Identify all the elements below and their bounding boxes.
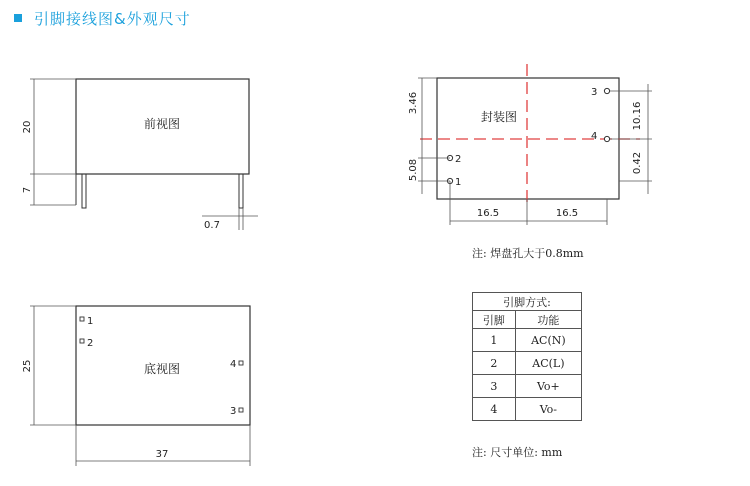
top-dim-left-lower: 5.08 — [408, 158, 419, 182]
pin-number: 4 — [473, 398, 516, 421]
pin-number: 3 — [473, 375, 516, 398]
top-view-label: 封装图 — [480, 110, 518, 124]
footprint-pin-3 — [604, 88, 609, 93]
footprint-pin-1-label: 1 — [455, 177, 462, 188]
top-dim-right-bottom: 0.42 — [632, 151, 643, 175]
bottom-dim-height: 25 — [22, 359, 33, 373]
pin-function: AC(L) — [515, 352, 581, 375]
front-dim-height: 20 — [22, 120, 33, 134]
unit-note: 注: 尺寸单位: mm — [472, 446, 563, 459]
pin-number: 1 — [473, 329, 516, 352]
bottom-pin-3-label: 3 — [230, 406, 237, 417]
table-row — [473, 329, 582, 352]
footprint-pin-2-label: 2 — [455, 154, 462, 165]
pin-number: 2 — [473, 352, 516, 375]
table-row — [473, 398, 582, 421]
footprint-pin-3-label: 3 — [591, 87, 598, 98]
pin-table-title: 引脚方式: — [473, 293, 582, 311]
front-view-label: 前视图 — [143, 117, 181, 131]
bottom-view — [22, 306, 250, 466]
bottom-pin-2 — [80, 339, 84, 343]
footprint-pin-4-label: 4 — [591, 131, 598, 142]
pin-function: Vo- — [515, 398, 581, 421]
front-pin-right — [239, 174, 243, 208]
bottom-view-label: 底视图 — [143, 362, 181, 376]
top-dim-left: 3.46 — [408, 91, 419, 115]
pin-table-header-pin: 引脚 — [473, 311, 516, 329]
footprint-pin-4 — [604, 136, 609, 141]
front-view — [22, 79, 258, 231]
front-pin-left — [82, 174, 86, 208]
section-title: 引脚接线图&外观尺寸 — [34, 9, 191, 28]
front-dim-pin-width: 0.7 — [204, 220, 220, 231]
pin-function: Vo+ — [515, 375, 581, 398]
top-dim-bottom-right: 16.5 — [555, 208, 579, 219]
bottom-pin-4-label: 4 — [230, 359, 237, 370]
top-dim-bottom-left: 16.5 — [476, 208, 500, 219]
top-dim-right-top: 10.16 — [632, 101, 643, 131]
bottom-pin-3 — [239, 408, 243, 412]
pad-hole-note: 注: 焊盘孔大于0.8mm — [472, 247, 584, 260]
bottom-pin-1-label: 1 — [87, 316, 94, 327]
pin-table — [472, 292, 582, 421]
pin-function: AC(N) — [515, 329, 581, 352]
pin-table-header-func: 功能 — [515, 311, 581, 329]
front-dim-pin: 7 — [22, 186, 33, 194]
bottom-pin-1 — [80, 317, 84, 321]
table-row — [473, 352, 582, 375]
bottom-pin-4 — [239, 361, 243, 365]
table-row — [473, 375, 582, 398]
top-view — [408, 64, 652, 225]
bottom-dim-width: 37 — [155, 449, 169, 460]
bottom-pin-2-label: 2 — [87, 338, 94, 349]
